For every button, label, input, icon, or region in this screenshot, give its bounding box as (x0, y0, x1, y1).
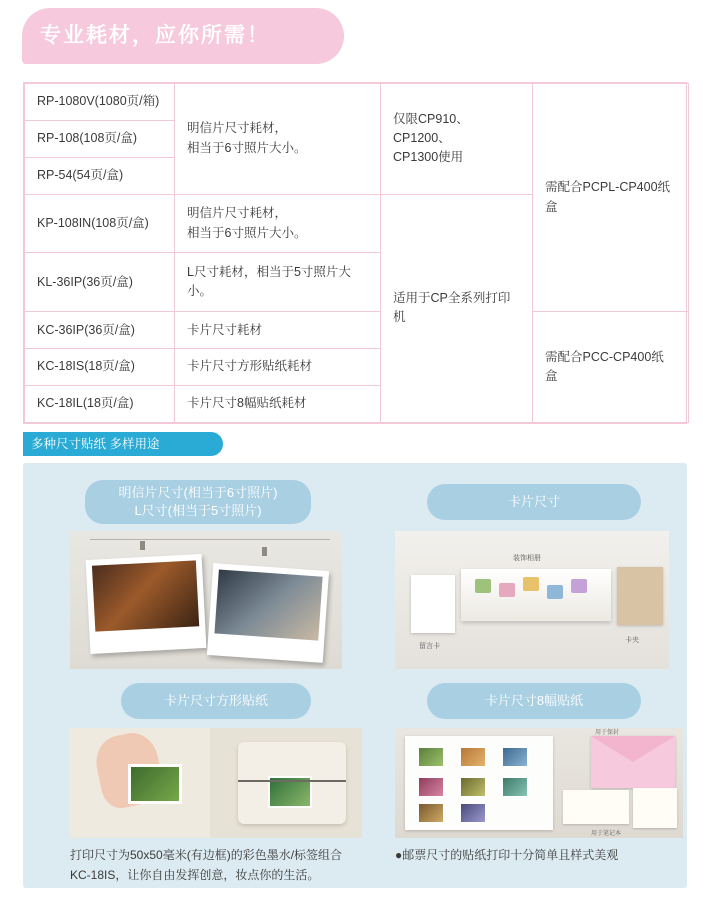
photo-card-size-uses (395, 531, 669, 669)
desc-line: 明信片尺寸耗材， (187, 121, 288, 136)
page-title: 专业耗材，应你所需！ (40, 24, 270, 47)
cell-model: KP-108IN(108页/盒) (25, 194, 175, 253)
photo-eight-sticker-use (395, 728, 683, 838)
cell-description (175, 84, 381, 195)
memo-card (411, 575, 455, 633)
cell-model: KC-18IS(18页/盒) (25, 349, 175, 386)
badge-postcard-size (85, 480, 311, 524)
label-clip: 卡夹 (625, 637, 639, 644)
cell-model: RP-54(54页/盒) (25, 157, 175, 194)
note-card (633, 788, 677, 828)
hanging-string (90, 539, 330, 540)
photo-clip (617, 567, 663, 625)
cell-compatibility: 适用于CP全系列打印机 (381, 194, 533, 422)
cell-description: L尺寸耗材，相当于5寸照片大小。 (175, 253, 381, 312)
consumables-spec-table (23, 82, 687, 424)
caption-line: ●邮票尺寸的贴纸打印十分简单且样式美观 (395, 848, 619, 862)
badge-line: 卡片尺寸8幅贴纸 (484, 693, 584, 709)
desc-line: 相当于6寸照片大小。 (187, 140, 307, 155)
note-card (563, 790, 629, 824)
photo-postcard-prints (70, 531, 342, 669)
badge-line: 卡片尺寸方形贴纸 (163, 693, 268, 709)
cell-model: RP-1080V(1080页/箱) (25, 84, 175, 121)
cell-model: KC-36IP(36页/盒) (25, 312, 175, 349)
photo-square-sticker-use (70, 728, 362, 838)
framed-photo (86, 554, 207, 654)
label-album-title: 装饰相册 (513, 555, 541, 562)
label-memo-card: 留言卡 (419, 643, 440, 650)
compat-line: 仅限CP910、CP1200、 (393, 111, 469, 146)
pouch-tie (238, 780, 346, 782)
table-row (25, 84, 689, 121)
showcase-panel (23, 463, 687, 888)
cell-model: KC-18IL(18页/盒) (25, 386, 175, 423)
caption-eight-sticker (395, 846, 685, 866)
label-sticker-note1: 用于保封 (595, 730, 620, 736)
cell-description: 卡片尺寸耗材 (175, 312, 381, 349)
caption-line: KC-18IS，让你自由发挥创意，妆点你的生活。 (70, 867, 320, 882)
sticker-sheet (405, 736, 553, 830)
clip-icon (140, 541, 145, 550)
caption-line: 打印尺寸为50x50毫米(有边框)的彩色墨水/标签组合 (70, 848, 343, 862)
compat-line: CP1300使用 (393, 150, 464, 165)
cell-description: 卡片尺寸方形贴纸耗材 (175, 349, 381, 386)
square-sticker (128, 764, 182, 804)
clip-icon (262, 547, 267, 556)
cell-paper-case: 需配合PCPL-CP400纸盒 (533, 84, 689, 312)
cell-model: KL-36IP(36页/盒) (25, 253, 175, 312)
page-header (0, 0, 710, 72)
framed-photo (207, 563, 329, 663)
cell-compatibility (381, 84, 533, 195)
badge-line: 明信片尺寸(相当于6寸照片) (118, 485, 278, 501)
cell-model: RP-108(108页/盒) (25, 120, 175, 157)
desc-line: 相当于6寸照片大小。 (187, 225, 307, 240)
badge-square-sticker (121, 683, 311, 719)
desc-line: 明信片尺寸耗材， (187, 206, 288, 221)
badge-line: L尺寸(相当于5寸照片) (134, 503, 262, 518)
label-sticker-note2: 用于笔记本 (591, 831, 622, 837)
table-row (25, 312, 689, 349)
section-tag: 多种尺寸贴纸 多样用途 (23, 432, 223, 456)
caption-square-sticker (70, 846, 380, 886)
badge-card-size (427, 484, 641, 520)
cell-paper-case: 需配合PCC-CP400纸盒 (533, 312, 689, 423)
fabric-pouch (238, 742, 346, 824)
badge-eight-sticker (427, 683, 641, 719)
cell-description: 卡片尺寸8幅贴纸耗材 (175, 386, 381, 423)
badge-line: 卡片尺寸 (507, 494, 560, 510)
cell-description (175, 194, 381, 253)
pink-envelope (591, 736, 675, 788)
